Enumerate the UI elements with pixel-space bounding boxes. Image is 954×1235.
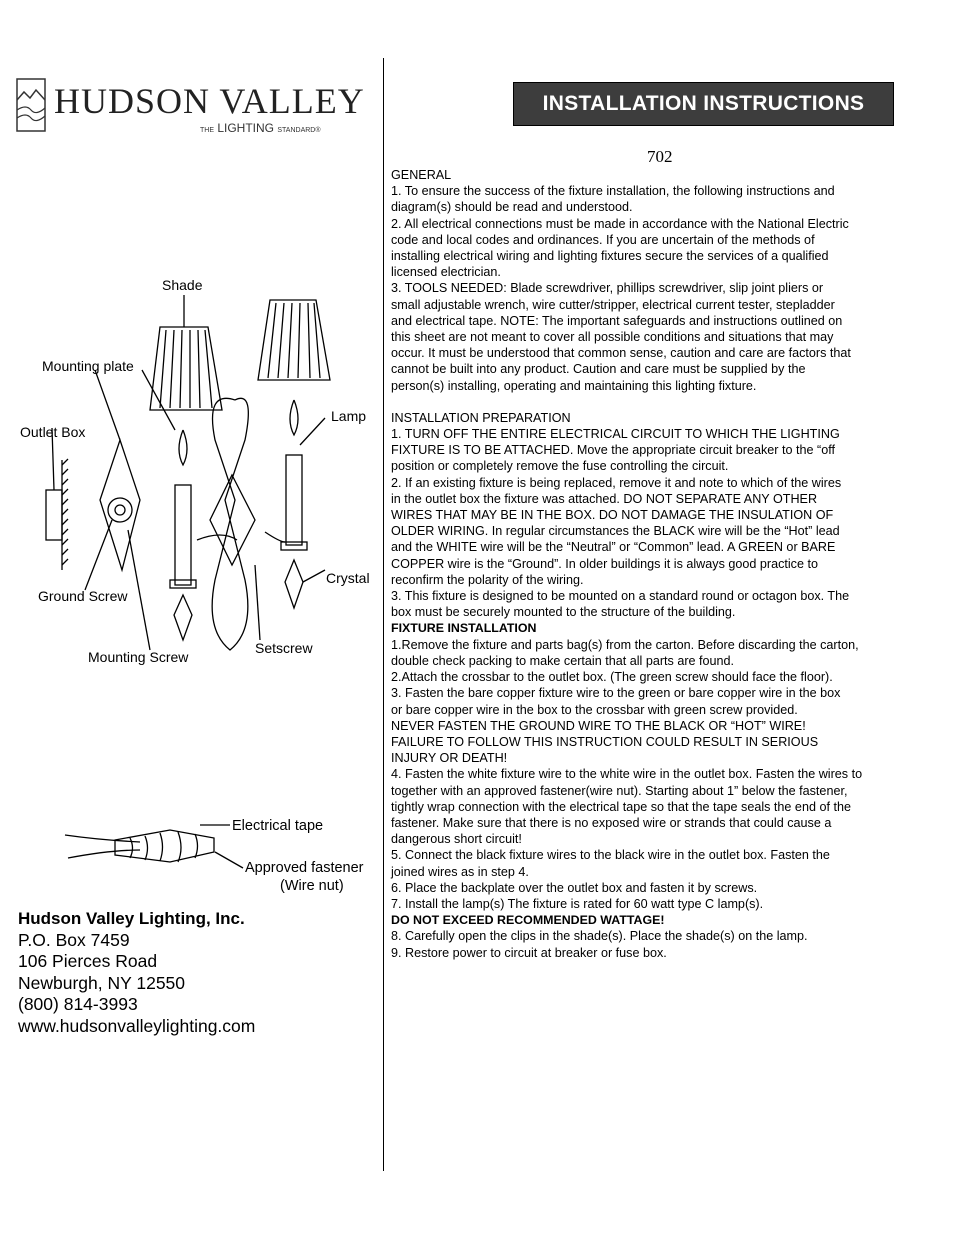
instr-line: WIRES THAT MAY BE IN THE BOX. DO NOT DAMAGE THE INSULATION OF bbox=[391, 508, 834, 523]
instr-line: 4. Fasten the white fixture wire to the white wire in the outlet box. Fasten the wires to bbox=[391, 767, 863, 782]
instr-line: 3. This fixture is designed to be mounted on a standard round or octagon box. The bbox=[391, 589, 850, 604]
instr-line: COPPER wire is the “Ground”. In older buildings it is always good practice to bbox=[391, 556, 818, 571]
instr-line: OLDER WIRING. In regular circumstances the BLACK wire will be the “Hot” lead bbox=[391, 524, 840, 539]
instr-line: FIXTURE IS TO BE ATTACHED. Move the appropriate circuit breaker to the “off bbox=[391, 443, 835, 458]
company-name: Hudson Valley Lighting, Inc. bbox=[18, 909, 245, 928]
instr-line: occur. It must be understood that common sense, caution and care are factors that bbox=[391, 346, 851, 361]
label-mounting-plate: Mounting plate bbox=[42, 358, 134, 374]
instr-line: 7. Install the lamp(s) The fixture is rated for 60 watt type C lamp(s). bbox=[391, 896, 764, 911]
website-link: www.hudsonvalleylighting.com bbox=[18, 1015, 256, 1036]
instr-line: tightly wrap connection with the electrical tape so that the tape seals the end of the bbox=[391, 799, 851, 814]
instr-line: small adjustable wrench, wire cutter/stripper, electrical current tester, stepladder bbox=[391, 297, 835, 312]
instr-line: code and local codes and ordinances. If you are uncertain of the methods of bbox=[391, 232, 815, 247]
valley-mountain-icon bbox=[16, 78, 46, 132]
instr-line: 8. Carefully open the clips in the shade(s). Place the shade(s) on the lamp. bbox=[391, 929, 808, 944]
instr-line: position or completely remove the fuse controlling the circuit. bbox=[391, 459, 729, 474]
instr-line: 5. Connect the black fixture wires to the black wire in the outlet box. Fasten the bbox=[391, 848, 830, 863]
logo-wordmark: HUDSON VALLEY bbox=[54, 81, 365, 121]
column-divider bbox=[383, 58, 384, 1171]
instr-line: 2. If an existing fixture is being replaced, remove it and note to which of the wires bbox=[391, 475, 842, 490]
street-address: 106 Pierces Road bbox=[18, 951, 158, 971]
instr-line: NEVER FASTEN THE GROUND WIRE TO THE BLACK OR “HOT” WIRE! bbox=[391, 718, 806, 733]
instr-warning-bold: DO NOT EXCEED RECOMMENDED WATTAGE! bbox=[391, 913, 665, 928]
instr-line: and the WHITE wire will be the “Neutral” or “Common” lead. A GREEN or BARE bbox=[391, 540, 836, 555]
instr-line: 2.Attach the crossbar to the outlet box. (The green screw should face the floor). bbox=[391, 670, 833, 685]
label-outlet-box: Outlet Box bbox=[20, 424, 86, 440]
instr-line: licensed electrician. bbox=[391, 265, 501, 280]
label-ground-screw: Ground Screw bbox=[38, 588, 128, 604]
instr-line: 3. Fasten the bare copper fixture wire to the green or bare copper wire in the box bbox=[391, 686, 841, 701]
city-state-zip: Newburgh, NY 12550 bbox=[18, 972, 186, 993]
model-number: 702 bbox=[647, 147, 673, 166]
instr-line: diagram(s) should be read and understood. bbox=[391, 200, 633, 215]
sconce-illustration bbox=[0, 270, 383, 690]
instr-line: 6. Place the backplate over the outlet box and fasten it by screws. bbox=[391, 880, 758, 895]
label-crystal: Crystal bbox=[326, 570, 370, 586]
instr-line: 1. TURN OFF THE ENTIRE ELECTRICAL CIRCUIT TO WHICH THE LIGHTING bbox=[391, 427, 840, 442]
instr-line: joined wires as in step 4. bbox=[391, 864, 529, 879]
label-shade: Shade bbox=[162, 277, 203, 293]
installation-banner: INSTALLATION INSTRUCTIONS bbox=[513, 82, 894, 126]
instr-line: installing electrical wiring and lighting fixtures secure the services of a qualified bbox=[391, 249, 829, 264]
instr-line: 2. All electrical connections must be made in accordance with the National Electric bbox=[391, 216, 849, 231]
instr-line: this sheet are not meant to cover all possible conditions and situations that may bbox=[391, 330, 834, 345]
wire-nut-diagram bbox=[0, 800, 383, 900]
instr-line: FAILURE TO FOLLOW THIS INSTRUCTION COULD RESULT IN SERIOUS bbox=[391, 734, 819, 749]
company-address bbox=[18, 908, 255, 1037]
instr-line: and electrical tape. NOTE: The important safeguards and instructions outlined on bbox=[391, 313, 843, 328]
brand-logo bbox=[16, 78, 365, 138]
instr-line: reconfirm the polarity of the wiring. bbox=[391, 572, 584, 587]
instr-line: in the outlet box the fixture was attached. DO NOT SEPARATE ANY OTHER bbox=[391, 491, 818, 506]
instr-line: 3. TOOLS NEEDED: Blade screwdriver, phillips screwdriver, slip joint pliers or bbox=[391, 281, 824, 296]
label-mounting-screw: Mounting Screw bbox=[88, 649, 189, 665]
phone-number: (800) 814-3993 bbox=[18, 994, 138, 1014]
instr-line: GENERAL bbox=[391, 168, 452, 182]
instr-line: 1.Remove the fixture and parts bag(s) from the carton. Before discarding the carton, bbox=[391, 637, 859, 652]
instr-line: dangerous short circuit! bbox=[391, 832, 522, 847]
instr-line: box must be securely mounted to the structure of the building. bbox=[391, 605, 736, 620]
instr-line: person(s) installing, operating and maintaining this lighting fixture. bbox=[391, 378, 757, 393]
logo-tagline: THE LIGHTING STANDARD® bbox=[200, 121, 321, 135]
instr-spacer bbox=[391, 394, 921, 410]
instructions-text bbox=[391, 167, 921, 961]
instr-line: 9. Restore power to circuit at breaker or fuse box. bbox=[391, 945, 667, 960]
label-electrical-tape: Electrical tape bbox=[232, 818, 324, 834]
instr-heading: INSTALLATION PREPARATION bbox=[391, 410, 571, 425]
po-box: P.O. Box 7459 bbox=[18, 929, 130, 950]
instr-line: 1. To ensure the success of the fixture installation, the following instructions and bbox=[391, 184, 835, 199]
fixture-diagram bbox=[0, 270, 383, 690]
instr-line: cannot be built into any product. Caution and care must be supplied by the bbox=[391, 362, 806, 377]
label-wire-nut: (Wire nut) bbox=[280, 878, 344, 894]
instr-line: double check packing to make certain that all parts are found. bbox=[391, 653, 735, 668]
label-lamp: Lamp bbox=[331, 408, 367, 424]
instr-line: INJURY OR DEATH! bbox=[391, 751, 508, 766]
instr-heading-bold: FIXTURE INSTALLATION bbox=[391, 621, 537, 636]
label-approved-fastener: Approved fastener bbox=[245, 860, 364, 876]
instr-line: fastener. Make sure that there is no exposed wire or strands that could cause a bbox=[391, 815, 832, 830]
instr-line: together with an approved fastener(wire nut). Starting about 1” below the fastener, bbox=[391, 783, 848, 798]
label-setscrew: Setscrew bbox=[255, 640, 313, 656]
instr-line: or bare copper wire in the box to the crossbar with green screw provided. bbox=[391, 702, 798, 717]
